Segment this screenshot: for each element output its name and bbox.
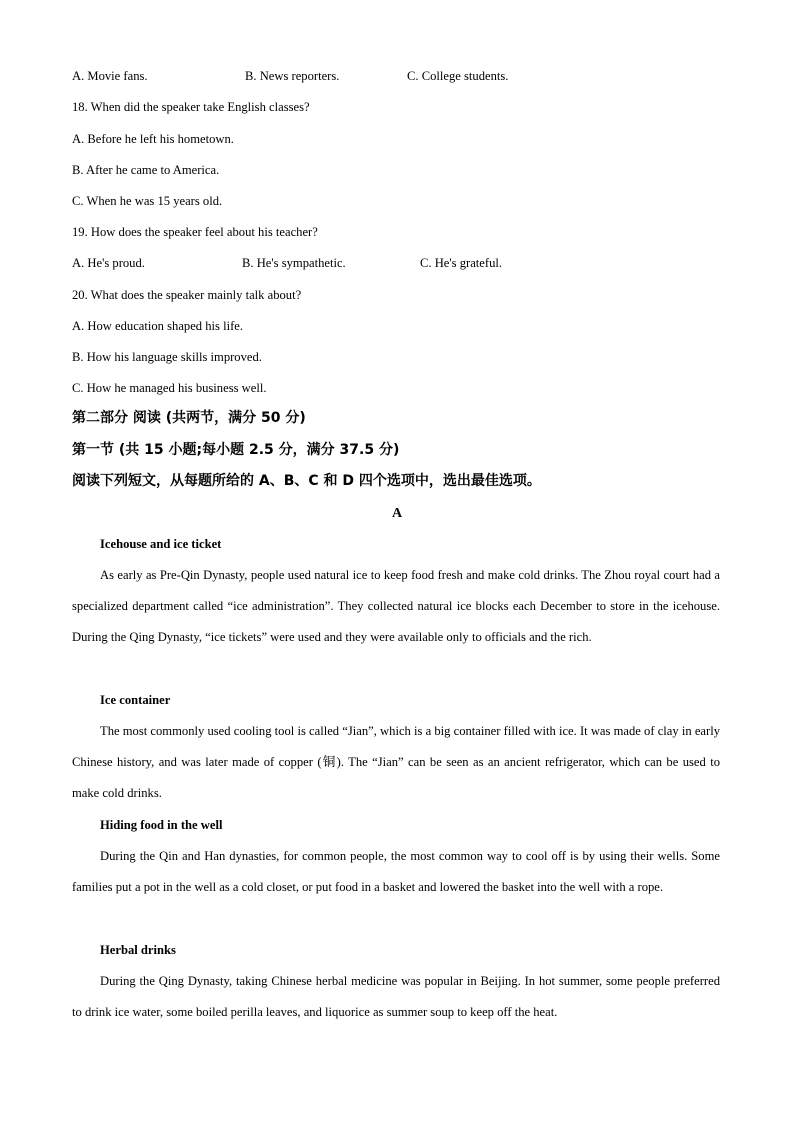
section-text-icehouse: As early as Pre-Qin Dynasty, people used natural ice to keep food fresh and make cold drinks. The Zhou royal court had a specialized department called “ice administration”. They collected natural ice blocks each December to store in the icehouse. During the Qing Dynasty, “ice tickets” were used and they were available only to officials and the rich.: [72, 568, 720, 645]
q18-question: 18. When did the speaker take English classes?: [72, 100, 310, 114]
section-heading-herbal-drinks: Herbal drinks: [100, 943, 176, 957]
q17-option-c: C. College students.: [407, 69, 509, 83]
part2-instruction: 阅读下列短文，从每题所给的 A、B、C 和 D 四个选项中，选出最佳选项。: [72, 473, 541, 489]
q19-option-a: A. He's proud.: [72, 256, 145, 270]
q20-option-b: B. How his language skills improved.: [72, 350, 262, 364]
part2-section1-heading: 第一节 (共 15 小题;每小题 2.5 分，满分 37.5 分): [72, 442, 400, 458]
q18-option-c: C. When he was 15 years old.: [72, 194, 223, 208]
q19-question: 19. How does the speaker feel about his teacher?: [72, 225, 318, 239]
section-text-hiding-food: During the Qin and Han dynasties, for common people, the most common way to cool off is by using their wells. Some families put a pot in the well as a cold closet, or put food in a basket and lowered the basket into the well with a rope.: [72, 849, 720, 895]
q19-option-c: C. He's grateful.: [420, 256, 503, 270]
q19-option-b: B. He's sympathetic.: [242, 256, 346, 270]
section-heading-ice-container: Ice container: [100, 693, 171, 707]
q17-option-a: A. Movie fans.: [72, 69, 148, 83]
section-heading-icehouse: Icehouse and ice ticket: [100, 537, 222, 551]
q20-option-c: C. How he managed his business well.: [72, 381, 267, 395]
section-heading-hiding-food: Hiding food in the well: [100, 818, 223, 832]
passage-label: A: [391, 506, 403, 521]
q17-option-b: B. News reporters.: [245, 69, 340, 83]
part2-heading: 第二部分 阅读 (共两节，满分 50 分): [72, 410, 306, 426]
q18-option-a: A. Before he left his hometown.: [72, 132, 234, 146]
q18-option-b: B. After he came to America.: [72, 163, 220, 177]
q20-option-a: A. How education shaped his life.: [72, 319, 244, 333]
section-text-ice-container: The most commonly used cooling tool is called “Jian”, which is a big container filled with ice. It was made of clay in early Chinese history, and was later made of copper (铜). The “Jian” can be seen as an ancient refrigerator, which can be used to make cold drinks.: [72, 724, 720, 801]
q20-question: 20. What does the speaker mainly talk about?: [72, 288, 302, 302]
section-text-herbal-drinks: During the Qing Dynasty, taking Chinese herbal medicine was popular in Beijing. In hot summer, some people preferred to drink ice water, some boiled perilla leaves, and liquorice as summer soup to keep off the heat.: [72, 974, 720, 1020]
